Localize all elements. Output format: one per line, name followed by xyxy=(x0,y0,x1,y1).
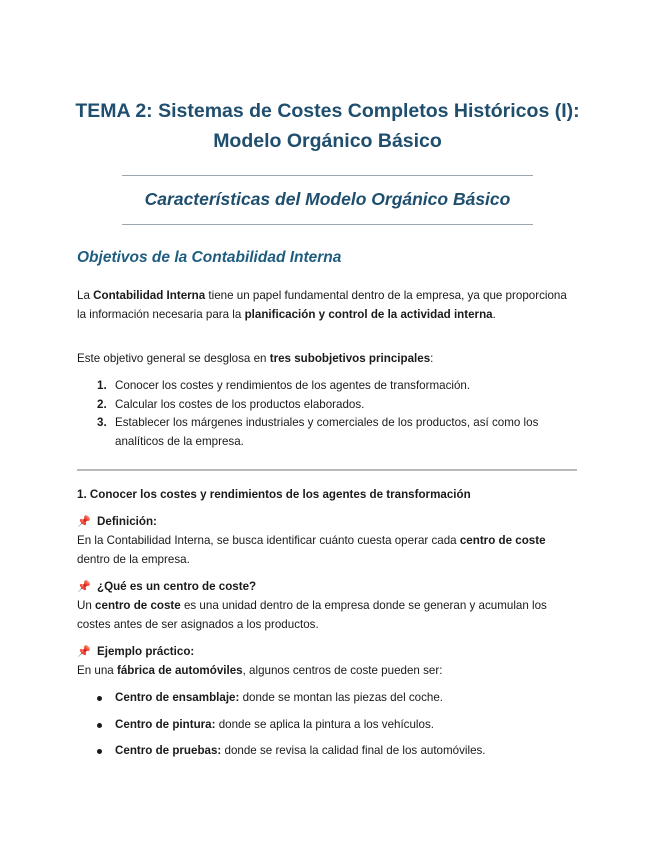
cost-centers-list xyxy=(77,689,577,769)
objective-bold: tres subobjetivos principales xyxy=(269,352,431,365)
example-paragraph xyxy=(77,662,577,681)
definition-label-text: Definición: xyxy=(97,515,157,528)
definition-bold: centro de coste xyxy=(459,534,546,547)
cost-center-question-text: ¿Qué es un centro de coste? xyxy=(97,580,257,593)
intro-bold-2: planificación y control de la actividad interna xyxy=(244,307,493,321)
cost-center-text-1: Un xyxy=(77,599,96,612)
list-item xyxy=(77,414,577,451)
title-line-2: Modelo Orgánico Básico xyxy=(213,130,442,152)
cost-center-paragraph xyxy=(77,596,577,634)
section-divider xyxy=(77,469,577,471)
objective-text-2: : xyxy=(430,352,434,365)
definition-text-1: En la Contabilidad Interna, se busca identificar cuánto cuesta operar cada xyxy=(77,534,460,547)
section-1-heading: 1. Conocer los costes y rendimientos de los agentes de transformación xyxy=(77,488,471,501)
intro-bold-1: Contabilidad Interna xyxy=(93,289,206,302)
intro-text-3: . xyxy=(492,307,496,321)
center-description: donde se revisa la calidad final de los automóviles. xyxy=(221,744,486,757)
subtitle-top-rule xyxy=(122,175,533,176)
pushpin-icon: 📌 xyxy=(77,516,91,528)
cost-center-bold: centro de coste xyxy=(95,599,181,612)
list-item xyxy=(77,396,577,415)
list-item-text: Conocer los costes y rendimientos de los agentes de transformación. xyxy=(115,379,471,392)
center-name: Centro de pruebas: xyxy=(115,744,222,757)
list-item xyxy=(77,689,577,707)
definition-label xyxy=(77,513,157,531)
list-item xyxy=(77,716,577,734)
list-item xyxy=(77,742,577,760)
subobjectives-list xyxy=(77,377,577,451)
example-text-1: En una xyxy=(77,664,117,677)
definition-paragraph xyxy=(77,531,577,569)
center-description: donde se montan las piezas del coche. xyxy=(239,691,444,704)
objective-paragraph xyxy=(77,350,577,369)
cost-center-text-2: es una unidad dentro de la empresa donde se generan y acumulan los costes antes de ser asignados a los productos. xyxy=(77,599,547,631)
pushpin-icon: 📌 xyxy=(77,581,91,593)
definition-text-2: dentro de la empresa. xyxy=(77,553,190,566)
list-item-text: Calcular los costes de los productos elaborados. xyxy=(115,397,365,411)
list-number: 2. xyxy=(97,397,107,411)
intro-text-2: tiene un papel fundamental dentro de la empresa, ya que proporciona la información necesaria para la xyxy=(77,289,567,321)
intro-text-1: La xyxy=(77,289,94,302)
list-item-text: Establecer los márgenes industriales y comerciales de los productos, así como los analíticos de la empresa. xyxy=(115,416,539,448)
center-name: Centro de pintura: xyxy=(115,717,216,731)
list-number: 3. xyxy=(97,416,107,429)
list-number: 1. xyxy=(97,379,107,392)
example-label xyxy=(77,643,194,661)
subtitle-bottom-rule xyxy=(122,224,533,225)
cost-center-question xyxy=(77,578,256,596)
center-description: donde se aplica la pintura a los vehículos. xyxy=(215,717,434,731)
pushpin-icon: 📌 xyxy=(77,646,91,658)
center-name: Centro de ensamblaje: xyxy=(115,691,240,704)
list-item xyxy=(77,377,577,396)
document-title xyxy=(40,96,615,156)
objective-text-1: Este objetivo general se desglosa en xyxy=(77,352,270,365)
example-label-text: Ejemplo práctico: xyxy=(97,645,195,658)
intro-paragraph xyxy=(77,287,577,324)
example-bold: fábrica de automóviles xyxy=(116,664,243,677)
example-text-2: , algunos centros de coste pueden ser: xyxy=(242,664,443,677)
section-heading: Objetivos de la Contabilidad Interna xyxy=(77,249,342,266)
title-line-1: TEMA 2: Sistemas de Costes Completos Históricos (I): xyxy=(75,100,580,122)
subtitle: Características del Modelo Orgánico Básico xyxy=(144,189,511,209)
